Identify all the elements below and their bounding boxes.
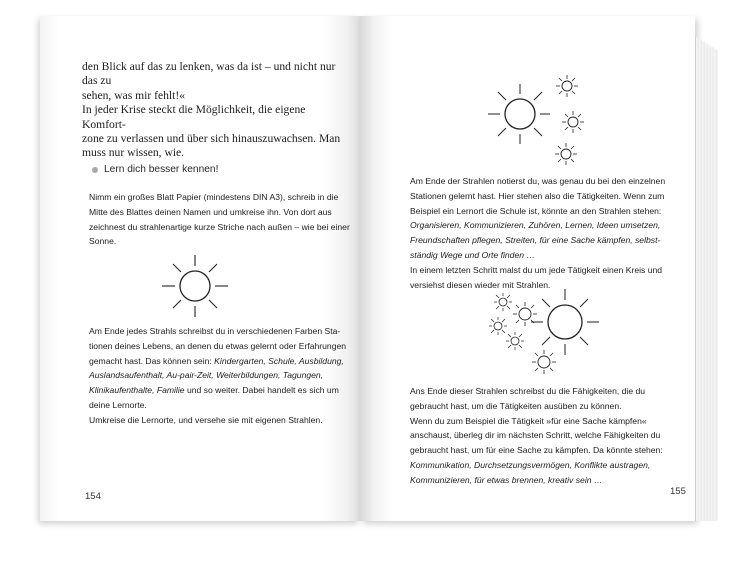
text-line: sehen, was mir fehlt!« — [82, 88, 186, 102]
italic-text: Kommunizieren, für etwas brennen, kreativ sein … — [410, 474, 603, 485]
text-span: gemacht hast. Das können sein: — [89, 355, 212, 366]
text-line: In einem letzten Schritt malst du um jede Tätigkeit einen Kreis und — [410, 264, 663, 275]
section-heading-text: Lern dich besser kennen! — [104, 164, 219, 175]
italic-text: Kindergarten, Schule, Ausbildung, — [214, 355, 344, 366]
text-line: tionen deines Lebens, an denen du etwas gelernt oder Erfahrungen — [89, 340, 347, 351]
italic-text: Organisieren, Kommunizieren, Zuhören, Lernen, Ideen umsetzen, — [410, 220, 661, 231]
text-line — [410, 233, 685, 248]
text-line: Mitte des Blattes deinen Namen und umkreise ihn. Von dort aus — [89, 206, 332, 217]
italic-text: Auslandsaufenthalt, Au-pair-Zeit, Weiterbildungen, Tagungen, — [89, 370, 324, 381]
italic-text: ständig Wege und Orte finden … — [410, 249, 536, 260]
italic-text: Freundschaften pflegen, Streiten, für eine Sache kämpfen, selbst- — [410, 235, 661, 246]
text-line: zone zu verlassen und über sich hinauszuwachsen. Man — [82, 132, 341, 146]
open-book — [40, 6, 720, 526]
text-line: gebraucht hast, um für eine Sache zu kämpfen. Da könnte stehen: — [410, 445, 663, 456]
text-line: Am Ende der Strahlen notierst du, was genau du bei den einzelnen — [410, 176, 666, 186]
text-line — [89, 354, 359, 369]
right-page — [360, 16, 695, 521]
abilities-paragraph — [410, 384, 685, 488]
text-line: Sonne. — [89, 236, 117, 247]
text-line: den Blick auf das zu lenken, was da ist – und nicht nur das zu — [82, 60, 336, 88]
text-line: gebraucht hast, um die Tätigkeiten ausüben zu können. — [410, 400, 622, 411]
sun-cluster-top-illustration — [480, 68, 590, 173]
text-line: In jeder Krise steckt die Möglichkeit, die eigene Komfort- — [82, 103, 306, 131]
sun-illustration — [155, 248, 235, 324]
text-span: und so weiter. Dabei handelt es sich um — [186, 385, 339, 396]
page-number-right: 155 — [670, 486, 686, 497]
left-page — [40, 16, 360, 521]
text-line: Stationen gelernt hast. Hier stehen also die Tätigkeiten. Wenn zum — [410, 190, 665, 201]
text-line — [89, 383, 359, 398]
text-line — [410, 218, 685, 233]
activities-paragraph — [410, 174, 685, 292]
text-line: Wenn du zum Beispiel die Tätigkeit »für eine Sache kämpfen« — [410, 415, 647, 426]
learning-places-paragraph — [89, 324, 359, 428]
intro-paragraph — [82, 60, 342, 161]
bullet-icon — [92, 167, 98, 173]
text-line: Ans Ende dieser Strahlen schreibst du die Fähigkeiten, die du — [410, 386, 646, 396]
text-line: Nimm ein großes Blatt Papier (mindestens DIN A3), schreib in die — [89, 192, 339, 202]
text-line — [89, 368, 359, 383]
section-heading — [92, 164, 218, 175]
text-line: zeichnest du strahlenartige kurze Striche nach außen – wie bei einer — [89, 221, 350, 232]
text-line: anschaust, überleg dir im nächsten Schritt, welche Fähigkeiten du — [410, 430, 661, 441]
text-line: versiehst diesen wieder mit Strahlen. — [410, 279, 551, 290]
italic-text: Klinikaufenthalte, Familie — [89, 385, 185, 396]
italic-text: Kommunikation, Durchsetzungsvermögen, Konflikte austragen, — [410, 459, 651, 470]
page-number-left: 154 — [85, 491, 101, 502]
sun-cluster-bottom-illustration — [465, 284, 605, 384]
page-edges — [695, 36, 718, 521]
instructions-paragraph — [89, 190, 357, 249]
text-line: Umkreise die Lernorte, und versehe sie mit eigenen Strahlen. — [89, 414, 323, 425]
text-line: Am Ende jedes Strahls schreibst du in verschiedenen Farben Sta- — [89, 326, 341, 336]
text-line: deine Lernorte. — [89, 399, 147, 410]
text-line — [410, 458, 685, 473]
text-line — [410, 248, 685, 263]
text-line: Beispiel ein Lernort die Schule ist, könnte an den Strahlen stehen: — [410, 205, 662, 216]
text-line: muss nur wissen, wie. — [82, 146, 185, 160]
text-line — [410, 473, 685, 488]
